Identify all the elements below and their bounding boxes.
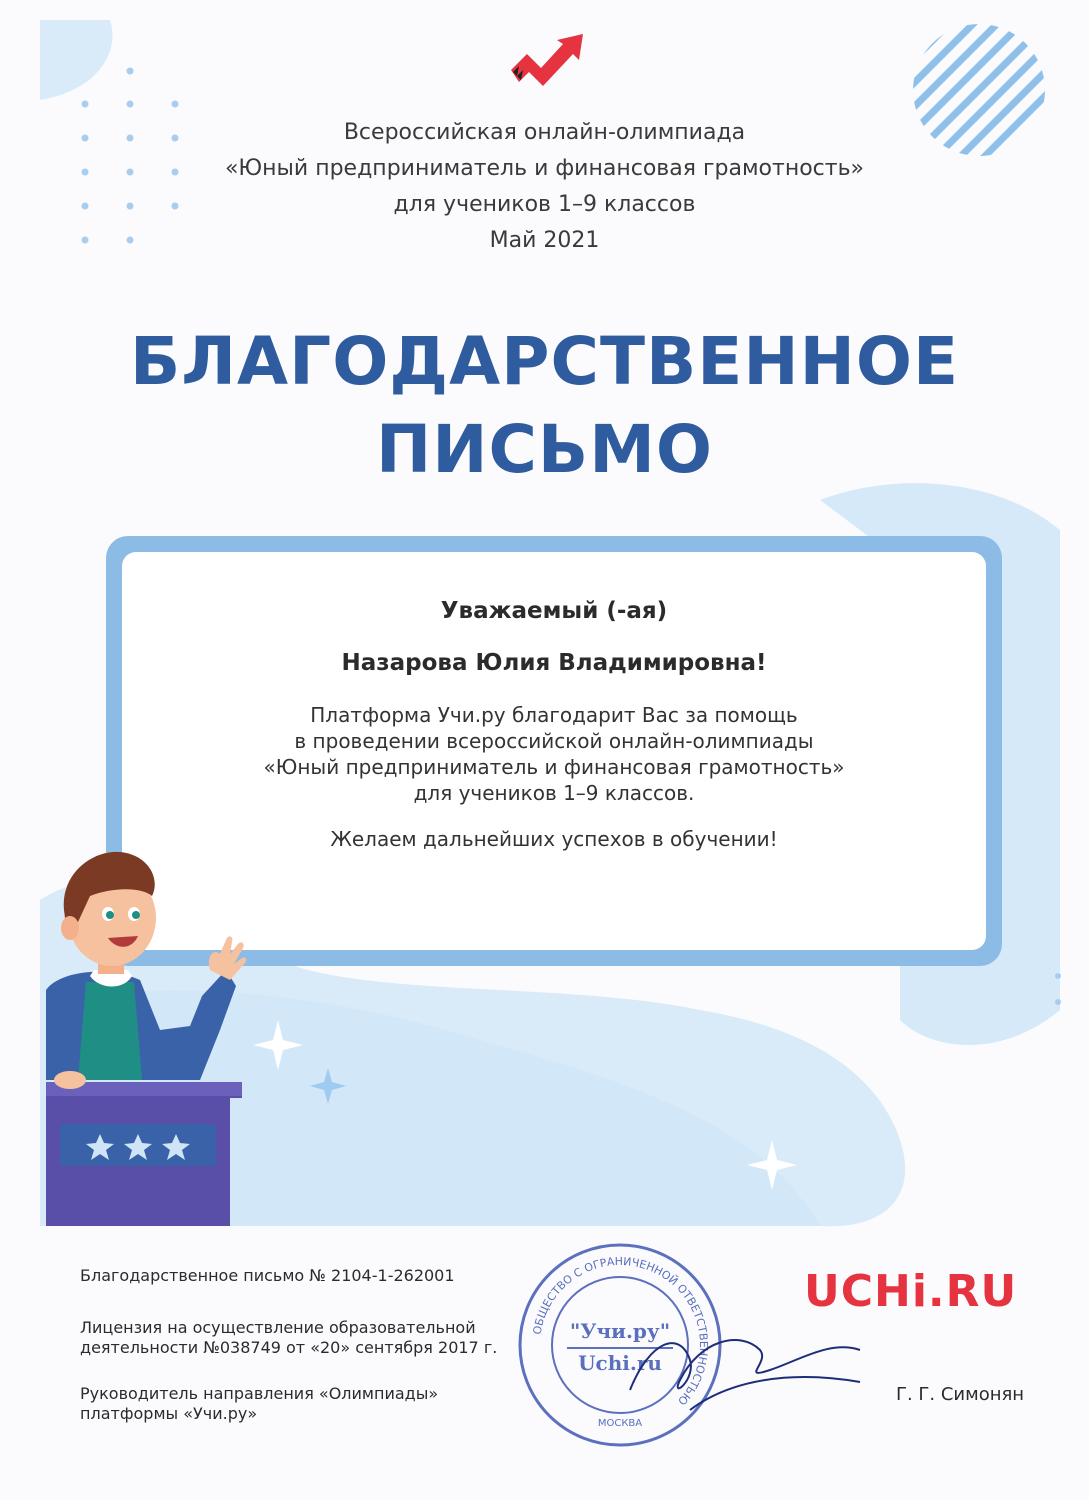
stamp-center-text-1: "Учи.ру" — [569, 1319, 671, 1343]
head-line-2: платформы «Учи.ру» — [80, 1404, 258, 1423]
header-date: Май 2021 — [489, 228, 600, 253]
body-line-2: в проведении всероссийской онлайн-олимпиады — [294, 729, 814, 753]
license-line-1: Лицензия на осуществление образовательной — [80, 1318, 476, 1337]
handwritten-signature — [620, 1320, 870, 1430]
stamp-ring-text: ОБЩЕСТВО С ОГРАНИЧЕННОЙ ОТВЕТСТВЕННОСТЬЮ — [530, 1254, 711, 1408]
title-line-1: БЛАГОДАРСТВЕННОЕ — [129, 323, 960, 400]
header-line-2: «Юный предприниматель и финансовая грамотность» — [224, 156, 865, 181]
stamp-city: МОСКВА — [597, 1418, 643, 1429]
student-at-podium-illustration — [30, 830, 330, 1230]
title-line-2: ПИСЬМО — [376, 411, 713, 488]
body-line-4: для учеников 1–9 классов. — [413, 781, 695, 805]
signer-name: Г. Г. Симонян — [896, 1384, 1025, 1405]
body-line-3: «Юный предприниматель и финансовая грамотность» — [263, 755, 845, 779]
license-line-2: деятельности №038749 от «20» сентября 2017 г. — [80, 1338, 498, 1357]
recipient-name: Назарова Юлия Владимировна! — [341, 650, 767, 676]
stamp-center-text-2: Uchi.ru — [578, 1351, 662, 1375]
salutation: Уважаемый (-ая) — [440, 598, 668, 624]
wish-text: Желаем дальнейших успехов в обучении! — [330, 827, 778, 851]
letter-number: Благодарственное письмо № 2104-1-262001 — [80, 1266, 455, 1285]
uchi-ru-brand-logo: UCHi.RU — [804, 1266, 1018, 1317]
body-line-1: Платформа Учи.ру благодарит Вас за помощь — [310, 703, 798, 727]
license-info — [80, 1318, 497, 1358]
head-line-1: Руководитель направления «Олимпиады» — [80, 1384, 439, 1403]
head-of-department — [80, 1384, 438, 1424]
header-line-3: для учеников 1–9 классов — [393, 192, 696, 217]
header-line-1: Всероссийская онлайн-олимпиада — [343, 120, 746, 145]
